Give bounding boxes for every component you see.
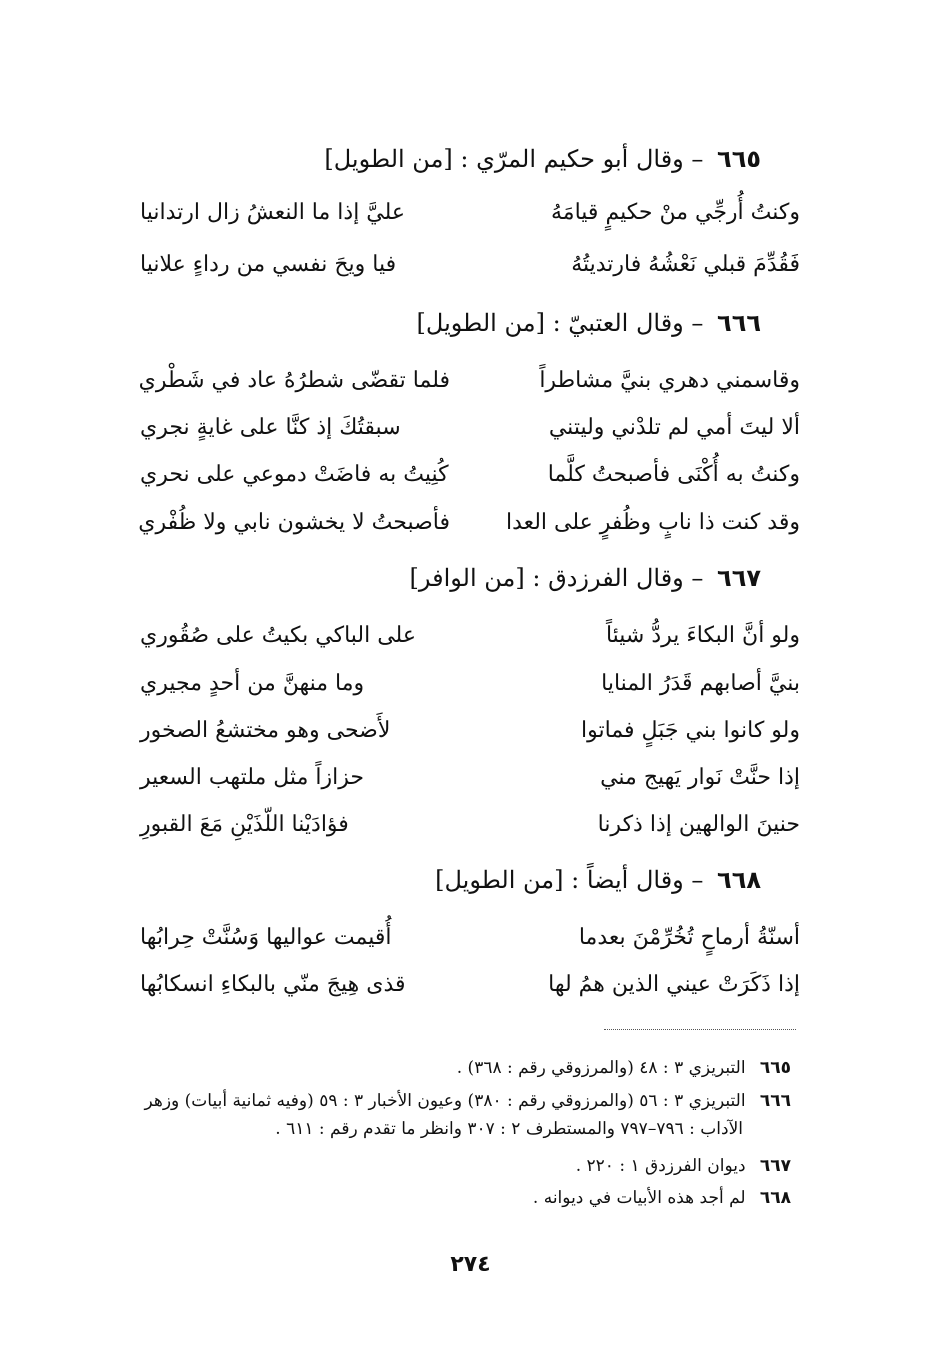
poem-heading-665 — [324, 145, 761, 173]
verse-line — [140, 452, 800, 498]
footnote-number: ٦٦٧ — [759, 1156, 791, 1176]
verse-first-hemistich: ألا ليتَ أمي لم تلدْني وليتني — [548, 415, 800, 440]
verse-line — [140, 242, 800, 288]
verse-first-hemistich: فَقُدِّمَ قبلي نَعْشُهُ فارتديتُهُ — [571, 252, 800, 277]
poem-heading-text: – وقال أبو حكيم المرّي : [من الطويل] — [324, 145, 704, 173]
verse-line — [140, 708, 800, 754]
poem-heading-text: – وقال الفرزدق : [من الوافر] — [409, 564, 704, 592]
verse-first-hemistich: وكنتُ به أُكْنَى فأصبحتُ كلَّما — [547, 462, 800, 487]
verse-first-hemistich: وكنتُ أُرجِّي منْ حكيمٍ قيامَهُ — [551, 200, 800, 225]
verse-first-hemistich: حنينَ الوالهين إذا ذكرنا — [597, 812, 800, 837]
verse-line — [140, 915, 800, 961]
footnote-text: التبريزي ٣ : ٤٨ (والمرزوقي رقم : ٣٦٨) . — [456, 1058, 746, 1078]
verse-line — [140, 962, 800, 1008]
verse-first-hemistich: إذا ذَكَرَتْ عيني الذين همُ لها — [548, 972, 800, 997]
verse-second-hemistich: أُقيمت عواليها وَسُنَّتْ حِرابُها — [140, 925, 392, 950]
verse-line — [140, 661, 800, 707]
verse-line — [140, 358, 800, 404]
poem-heading-666 — [417, 309, 761, 337]
footnote-continuation: الآداب : ٧٩٦–٧٩٧ والمستطرف ٢ : ٣٠٧ وانظر ما تقدم رقم : ٦١١ . — [275, 1119, 743, 1139]
poem-heading-text: – وقال العتبيّ : [من الطويل] — [416, 309, 704, 337]
verse-line — [140, 190, 800, 236]
footnote — [533, 1184, 791, 1212]
verse-second-hemistich: على الباكي بكيتُ على صُقُوري — [140, 623, 416, 648]
verse-first-hemistich: أسنّةُ أرماحٍ تُخُرِّمْنَ بعدما — [578, 925, 800, 950]
verse-line — [140, 405, 800, 451]
poem-number: ٦٦٥ — [717, 145, 761, 173]
poem-heading-text: – وقال أيضاً : [من الطويل] — [435, 866, 704, 894]
footnote-number: ٦٦٦ — [759, 1091, 791, 1111]
verse-second-hemistich: فؤادَيْنا اللّذَيْنِ مَعَ القبورِ — [140, 812, 349, 837]
verse-first-hemistich: إذا حنَّتْ نَوار يَهيج مني — [600, 765, 800, 790]
footnote-text: لم أجد هذه الأبيات في ديوانه . — [532, 1188, 746, 1208]
page-number: ٢٧٤ — [450, 1252, 491, 1277]
footnote-separator — [604, 1029, 796, 1030]
verse-first-hemistich: وقد كنت ذا نابٍ وظُفرٍ على العدا — [505, 510, 800, 535]
footnote-text: ديوان الفرزدق ١ : ٢٢٠ . — [575, 1156, 746, 1176]
verse-line — [140, 802, 800, 848]
verse-second-hemistich: سبقتُكَ إذ كنَّا على غايةٍ نجري — [140, 415, 401, 440]
verse-second-hemistich: كُنِيتُ به فاضَتْ دموعي على نحري — [140, 462, 449, 487]
verse-first-hemistich: بنيَّ أصابهم قَدَرُ المنايا — [601, 671, 800, 696]
footnote-text: التبريزي ٣ : ٥٦ (والمرزوقي رقم : ٣٨٠) وعيون الأخبار ٣ : ٥٩ (وفيه ثمانية أبيات) وزهر — [144, 1091, 746, 1111]
footnote — [144, 1087, 791, 1115]
verse-line — [140, 755, 800, 801]
verse-line — [140, 500, 800, 546]
verse-first-hemistich: ولو كانوا بني جَبَلٍ فماتوا — [581, 718, 800, 743]
poem-number: ٦٦٨ — [717, 866, 761, 894]
verse-second-hemistich: فيا ويحَ نفسي من رداءٍ علانيا — [140, 252, 397, 277]
footnote — [576, 1152, 791, 1180]
verse-second-hemistich: لأَضحى وهو مختشعُ الصخور — [140, 718, 391, 743]
verse-second-hemistich: فلما تقضّى شطرُهُ عاد في شَطْري — [138, 368, 450, 393]
verse-second-hemistich: حزازاً مثل ملتهب السعير — [140, 765, 364, 790]
verse-second-hemistich: عليَّ إذا ما النعشُ زال ارتدانيا — [140, 200, 406, 225]
poem-number: ٦٦٦ — [717, 309, 761, 337]
poem-heading-667 — [409, 564, 761, 592]
footnote-number: ٦٦٨ — [759, 1188, 791, 1208]
verse-first-hemistich: وقاسمني دهري بنيَّ مشاطراً — [539, 368, 800, 393]
verse-second-hemistich: قذى هِيجَ منّي بالبكاءِ انسكابُها — [140, 972, 406, 997]
poem-heading-668 — [435, 866, 761, 894]
verse-second-hemistich: وما منهنَّ من أحدٍ مجيري — [140, 671, 365, 696]
footnote-number: ٦٦٥ — [759, 1058, 791, 1078]
verse-line — [140, 613, 800, 659]
verse-first-hemistich: ولو أنَّ البكاءَ يردُّ شيئاً — [605, 623, 800, 648]
poem-number: ٦٦٧ — [717, 564, 761, 592]
verse-second-hemistich: فأصبحتُ لا يخشون نابي ولا ظُفْري — [138, 510, 450, 535]
footnote — [457, 1054, 791, 1082]
